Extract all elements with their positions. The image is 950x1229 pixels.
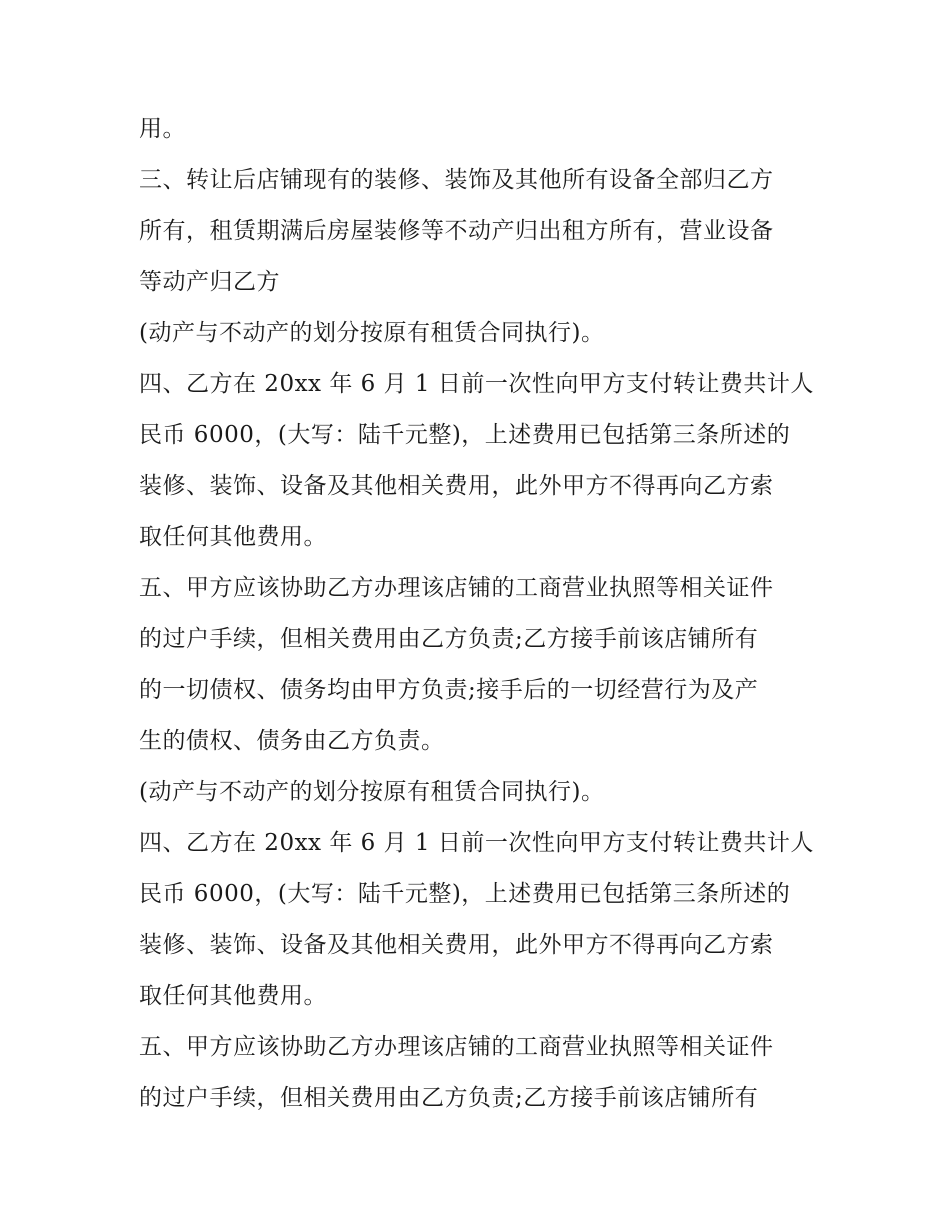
text-line: 民币 6000，(大写：陆千元整)，上述费用已包括第三条所述的 [139,422,791,448]
text-line: 五、甲方应该协助乙方办理该店铺的工商营业执照等相关证件 [139,575,774,601]
text-line: 用。 [139,116,186,142]
text-line: 取任何其他费用。 [139,983,327,1009]
text-line: 等动产归乙方 [139,269,280,295]
text-line: 的过户手续，但相关费用由乙方负责;乙方接手前该店铺所有 [139,1085,759,1111]
text-line: 三、转让后店铺现有的装修、装饰及其他所有设备全部归乙方 [139,167,774,193]
text-line: (动产与不动产的划分按原有租赁合同执行)。 [139,779,605,805]
text-line: 生的债权、债务由乙方负责。 [139,728,445,754]
text-line: 四、乙方在 20xx 年 6 月 1 日前一次性向甲方支付转让费共计人 [139,371,814,397]
text-line: 装修、装饰、设备及其他相关费用，此外甲方不得再向乙方索 [139,473,774,499]
text-line: 五、甲方应该协助乙方办理该店铺的工商营业执照等相关证件 [139,1034,774,1060]
text-line: 装修、装饰、设备及其他相关费用，此外甲方不得再向乙方索 [139,932,774,958]
text-line: 的一切债权、债务均由甲方负责;接手后的一切经营行为及产 [139,677,759,703]
text-line: 民币 6000，(大写：陆千元整)，上述费用已包括第三条所述的 [139,881,791,907]
document-body [139,104,819,1124]
text-line: 取任何其他费用。 [139,524,327,550]
text-line: 四、乙方在 20xx 年 6 月 1 日前一次性向甲方支付转让费共计人 [139,830,814,856]
text-line: 所有，租赁期满后房屋装修等不动产归出租方所有，营业设备 [139,218,774,244]
text-line: (动产与不动产的划分按原有租赁合同执行)。 [139,320,605,346]
text-line: 的过户手续，但相关费用由乙方负责;乙方接手前该店铺所有 [139,626,759,652]
